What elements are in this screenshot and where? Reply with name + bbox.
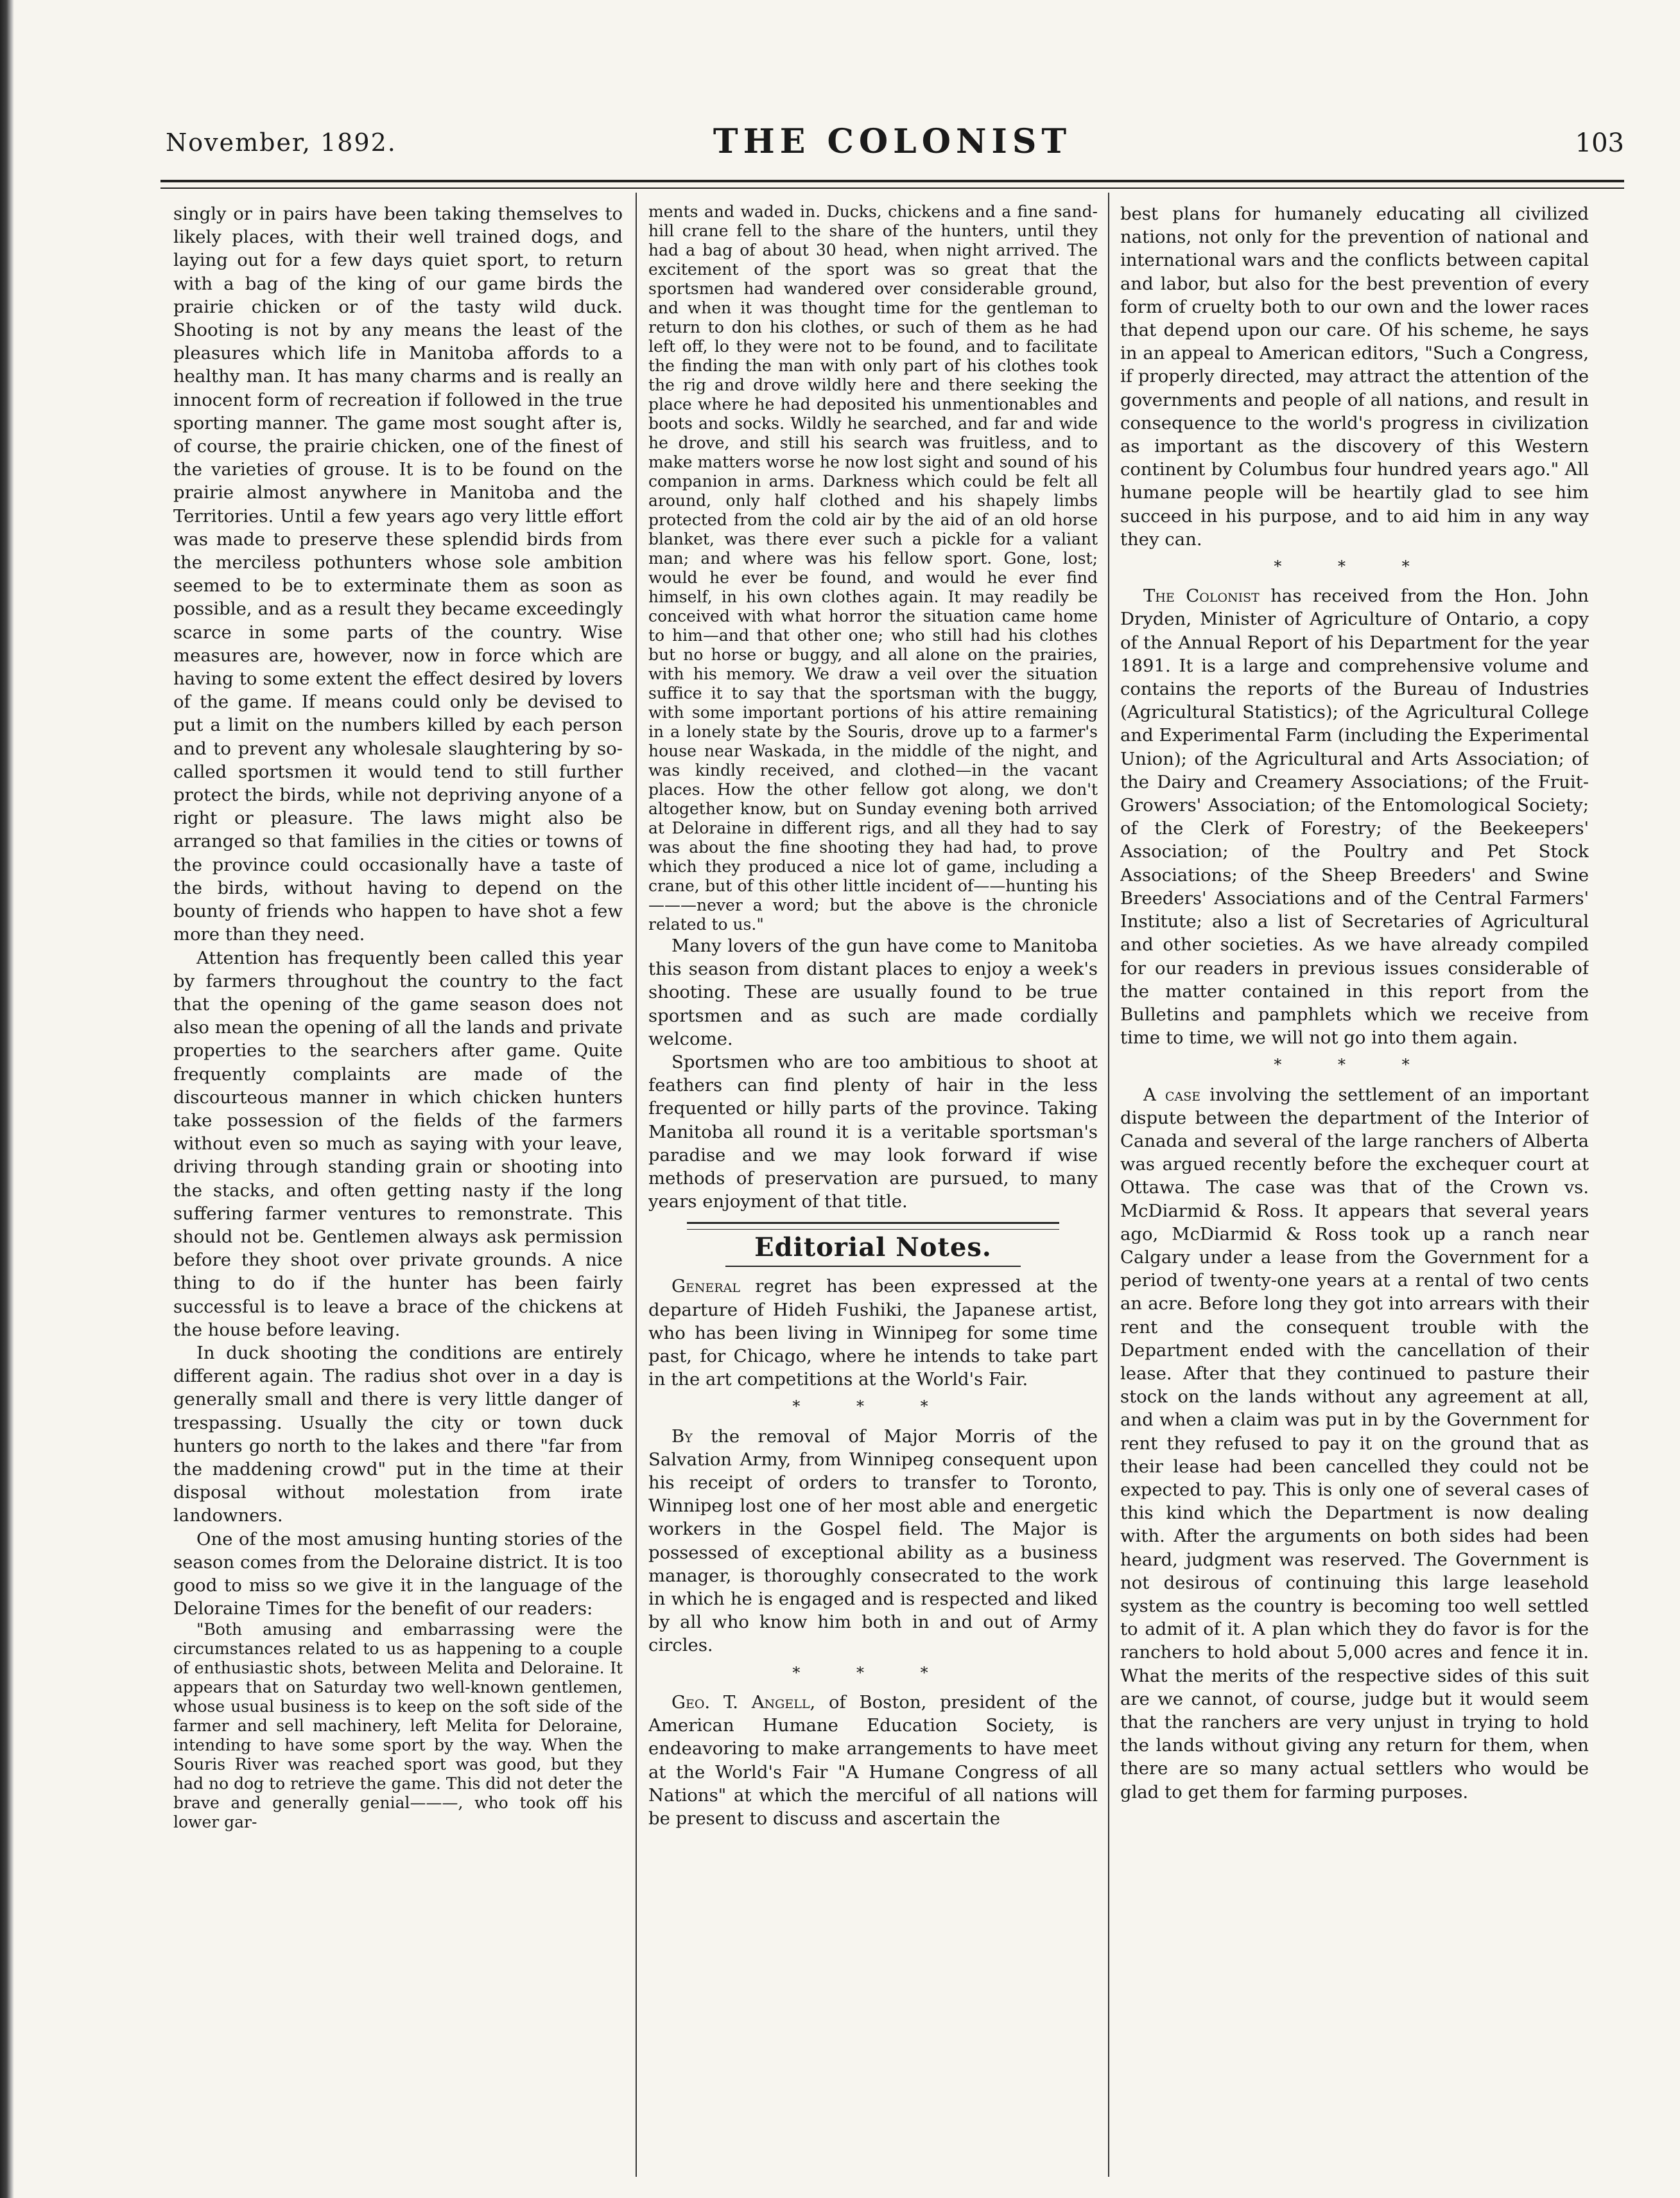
column-3 — [1120, 202, 1589, 2161]
star-separator: * * * — [792, 1663, 954, 1682]
section-heading — [648, 1222, 1098, 1267]
note-lead: Geo. T. Angell, — [671, 1691, 816, 1713]
column-separator — [636, 193, 637, 2177]
editorial-note — [648, 1691, 1098, 1830]
page-number: 103 — [1575, 128, 1624, 158]
paragraph: singly or in pairs have been taking themselves to likely places, with their well trained dogs, and laying out for a few days quiet sport, to return with a bag of the king of our game birds the prairie chicken or of the tasty wild duck. Shooting is not by any means the least of the pleasures which life in Manitoba affords to a healthy man. It has many charms and is really an innocent form of recreation if followed in the true sporting manner. The game most sought after is, of course, the prairie chicken, one of the finest of the varieties of grouse. It is to be found on the prairie almost anywhere in Manitoba and the Territories. Until a few years ago very little effort was made to preserve these splendid birds from the merciless pothunters whose sole ambition seemed to be to exterminate them as soon as possible, and as a result they became exceedingly scarce in some parts of the country. Wise measures are, however, now in force which are having to some extent the effect desired by lovers of the game. If means could only be devised to put a limit on the numbers killed by each person and to prevent any wholesale slaughtering by so-called sportsmen it would tend to still further protect the birds, while not depriving anyone of a right or pleasure. The laws might also be arranged so that families in the cities or towns of the province could occasionally have a taste of the birds, without having to depend on the bounty of friends who happen to have shot a few more than they need. — [173, 204, 623, 945]
note-text: has received from the Hon. John Dryden, Minister of Agriculture of Ontario, a copy of the Annual Report of his Department for the year 1891. It is a large and comprehensive volume and contains the reports of the Bureau of Industries (Agricultural Statistics); of the Agricultural College and Experimental Farm (including the Experimental Union); of the Agricultural and Arts Association; of the Dairy and Creamery Associations; of the Fruit-Growers' Association; of the Entomological Society; of the Clerk of Forestry; of the Beekeepers' Association; of the Poultry and Pet Stock Associations; of the Sheep Breeders' and Swine Breeders' Associations and of the Central Farmers' Institute; also a list of Secretaries of Agricultural and other societies. As we have already compiled for our readers in previous issues considerable of the matter contained in this report from the Bulletins and pamphlets which we receive from time to time, we will not go into them again. — [1120, 586, 1589, 1049]
paragraph: best plans for humanely educating all civilized nations, not only for the prevention of national and international wars and the conflicts between capital and labor, but also for the best prevention of every form of cruelty both to our own and the lower races that depend upon our care. Of his scheme, he says in an appeal to American editors, "Such a Congress, if properly directed, may attract the attention of the governments and people of all nations, and result in consequence to the world's progress in civilization as important as the discovery of this Western continent by Columbus four hundred years ago." All humane people will be heartily glad to see him succeed in his purpose, and to aid him in any way they can. — [1120, 204, 1589, 550]
issue-date: November, 1892. — [166, 128, 397, 157]
star-separator: * * * — [792, 1397, 954, 1416]
heading-rule — [725, 1266, 1021, 1267]
editorial-note — [648, 1275, 1098, 1391]
column-2 — [648, 202, 1098, 2161]
paragraph: In duck shooting the conditions are entirely different again. The radius shot over in a day is generally small and there is very little danger of trespassing. Usually the city or town duck hunters go north to the lakes and there "far from the maddening crowd" put in the time at their disposal without molestation from irate landowners. — [173, 1342, 623, 1526]
note-lead: A case — [1143, 1084, 1201, 1105]
header-rule — [160, 180, 1624, 182]
note-text: the removal of Major Morris of the Salvation Army, from Winnipeg consequent upon his receipt of orders to transfer to Toronto, Winnipeg lost one of her most able and energetic workers in the Gospel field. The Major is possessed of exceptional ability as a business manager, is thoroughly consecrated to the work in which he is engaged and is respected and liked by all who know him both in and out of Army circles. — [648, 1426, 1098, 1656]
note-text: of Boston, president of the American Humane Education Society, is endeavoring to make arrangements to have meet at the World's Fair "A Humane Congress of all Nations" at which the merciful of all nations will be present to discuss and ascertain the — [648, 1691, 1098, 1829]
page-header — [160, 122, 1624, 173]
editorial-note — [648, 1425, 1098, 1657]
paragraph: Many lovers of the gun have come to Manitoba this season from distant places to enjoy a week's shooting. These are usually found to be true sportsmen and as such are made cordially welcome. — [648, 936, 1098, 1049]
note-lead: By — [671, 1426, 693, 1447]
note-text: regret has been expressed at the departure of Hideh Fushiki, the Japanese artist, who has been living in Winnipeg for some time past, for Chicago, where he intends to take part in the art competitions at the World's Fair. — [648, 1276, 1098, 1390]
heading-rule — [687, 1222, 1059, 1230]
quoted-story: "Both amusing and embarrassing were the circumstances related to us as happening to a couple of enthusiastic shots, between Melita and Deloraine. It appears that on Saturday two well-known gentlemen, whose usual business is to keep on the soft side of the farmer and sell machinery, left Melita for Deloraine, intending to have some sport by the way. When the Souris River was reached sport was good, but they had no dog to retrieve the game. This did not deter the brave and generally genial———, who took off his lower gar- — [173, 1620, 623, 1832]
note-lead: The Colonist — [1143, 586, 1260, 607]
paragraph: One of the most amusing hunting stories of the season comes from the Deloraine district. It is too good to miss so we give it in the language of the Deloraine Times for the benefit of our readers: — [173, 1528, 623, 1619]
star-separator: * * * — [1274, 557, 1435, 576]
editorial-note — [1120, 1083, 1589, 1804]
editorial-note — [1120, 584, 1589, 1049]
column-separator — [1108, 193, 1109, 2177]
publication-title: THE COLONIST — [713, 122, 1072, 161]
paragraph: Sportsmen who are too ambitious to shoot at feathers can find plenty of hair in the less frequented or hilly parts of the province. Taking Manitoba all round it is a veritable sportsman's paradise and we may look forward if wise methods of preservation are pursued, to many years enjoyment of that title. — [648, 1052, 1098, 1212]
scan-binding-edge — [0, 0, 14, 2198]
column-1 — [173, 202, 623, 2161]
note-text: involving the settlement of an important dispute between the department of the Interior of Canada and several of the large ranchers of Alberta was argued recently before the exchequer court at Ottawa. The case was that of the Crown vs. McDiarmid & Ross. It appears that several years ago, McDiarmid & Ross took up a ranch near Calgary under a lease from the Government for a period of twenty-one years at a rental of two cents an acre. Before long they got into arrears with their rent and the consequent trouble with the Department ended with the cancellation of their lease. After that they continued to pasture their stock on the lands without any agreement at all, and when a claim was put in by the Government for rent they refused to pay it on the ground that as their lease had been cancelled they could not be expected to pay. This is only one of several cases of this kind which the Department is now dealing with. After the arguments on both sides had been heard, judgment was reserved. The Government is not desirous of continuing this large leasehold system as the country is becoming too well settled to admit of it. A plan which they do favor is for the ranchers to hold about 5,000 acres and fence it in. What the merits of the respective sides of this suit are we cannot, of course, judge but it would seem that the ranchers are very unjust in trying to hold the lands without giving any return for them, when there are so many actual settlers who would be glad to get them for farming purposes. — [1120, 1084, 1589, 1802]
header-rule-thin — [160, 188, 1624, 189]
section-title: Editorial Notes. — [754, 1232, 992, 1263]
note-lead: General — [671, 1276, 740, 1297]
quoted-story-continued: ments and waded in. Ducks, chickens and a fine sand-hill crane fell to the share of the hunters, until they had a bag of about 30 head, when night arrived. The excitement of the sport was so great that the sportsmen had wandered over considerable ground, and when it was thought time for the gentleman to return to don his clothes, or such of them as he had left off, lo they were not to be found, and to facilitate the finding the man with only part of his clothes took the rig and drove wildly here and there seeking the place where he had deposited his unmentionables and boots and socks. Wildly he searched, and far and wide he drove, and still his search was fruitless, and to make matters worse he now lost sight and sound of his companion in arms. Darkness which could be felt all around, only half clothed and his shapely limbs protected from the cold air by the aid of an old horse blanket, was there ever such a pickle for a valiant man; and where was his fellow sport. Gone, lost; would he ever be found, and would he ever find himself, in his own clothes again. It may readily be conceived with what horror the situation came home to him—and that other one; who still had his clothes but no horse or buggy, and all alone on the prairies, with his memory. We draw a veil over the situation suffice it to say that the sportsman with the buggy, with some important portions of his attire remaining in a lonely state by the Souris, drove up to a farmer's house near Waskada, in the middle of the night, and was kindly received, and clothed—in the vacant places. How the other fellow got along, we don't altogether know, but on Sunday evening both arrived at Deloraine in different rigs, and all they had to say was about the fine shooting they had had, to prove which they produced a nice lot of game, including a crane, but of this other little incident of——hunting his———never a word; but the above is the chronicle related to us." — [648, 202, 1098, 934]
star-separator: * * * — [1274, 1056, 1435, 1074]
paragraph: Attention has frequently been called this year by farmers throughout the country to the fact that the opening of the game season does not also mean the opening of all the lands and private properties to the searchers after game. Quite frequently complaints are made of the discourteous manner in which chicken hunters take possession of the fields of the farmers without even so much as saying with your leave, driving through standing grain or shooting into the stacks, and often getting nasty if the long suffering farmer ventures to remonstrate. This should not be. Gentlemen always ask permission before they shoot over private grounds. A nice thing to do if the hunter has been fairly successful is to leave a brace of the chickens at the house before leaving. — [173, 947, 623, 1340]
